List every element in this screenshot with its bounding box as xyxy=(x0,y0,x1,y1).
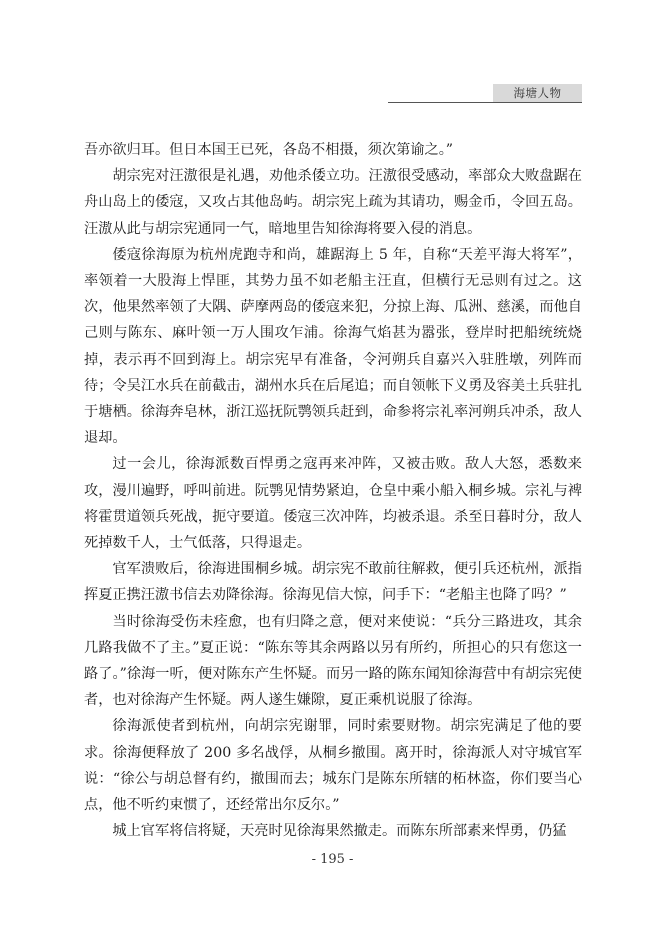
running-header-section-title: 海塘人物 xyxy=(493,84,582,102)
paragraph-continuation: 吾亦欲归耳。但日本国王已死，各岛不相摄，须次第谕之。” xyxy=(84,142,454,158)
paragraph: 倭寇徐海原为杭州虎跑寺和尚，雄踞海上 5 年，自称“天差平海大将军”，率领着一大股海上悍匪，其势力虽不如老船主汪直，但横行无忌则有过之。这次，他果然率领了大隅、萨摩两岛的倭寇来犯，分掠上海、瓜洲、慈溪，而他自己则与陈东、麻叶领一万人围攻乍浦。徐海气焰甚为嚣张，登岸时把船统统烧掉，表示再不回到海上。胡宗宪早有准备，令河朔兵自嘉兴入驻胜墩，列阵而待；令吴江水兵在前截击，湖州水兵在后尾追；而自领帐下义勇及容美土兵驻扎于塘栖。徐海奔皂林，浙江巡抚阮鹗领兵赶到，命参将宗礼率河朔兵冲杀，敌人退却。 xyxy=(84,246,582,447)
paragraph: 官军溃败后，徐海进围桐乡城。胡宗宪不敢前往解救，便引兵还杭州，派指挥夏正携汪滶书信去劝降徐海。徐海见信大惊，问手下：“老船主也降了吗？” xyxy=(84,561,582,604)
paragraph: 过一会儿，徐海派数百悍勇之寇再来冲阵，又被击败。敌人大怒，悉数来攻，漫川遍野，呼叫前进。阮鹗见情势紧迫，仓皇中乘小船入桐乡城。宗礼与裨将霍贯道领兵死战，扼守要道。倭寇三次冲阵，均被杀退。杀至日暮时分，敌人死掉数千人，士气低落，只得退走。 xyxy=(84,456,582,552)
paragraph: 城上官军将信将疑，天亮时见徐海果然撤走。而陈东所部素来悍勇，仍猛 xyxy=(112,823,567,840)
body-text xyxy=(84,137,582,844)
paragraph: 胡宗宪对汪滶很是礼遇，劝他杀倭立功。汪滶很受感动，率部众大败盘踞在舟山岛上的倭寇，又攻占其他岛屿。胡宗宪上疏为其请功，赐金币，令回五岛。汪滶从此与胡宗宪通同一气，暗地里告知徐海将要入侵的消息。 xyxy=(84,168,582,237)
paragraph: 当时徐海受伤未痊愈，也有归降之意，便对来使说：“兵分三路进攻，其余几路我做不了主。”夏正说：“陈东等其余两路以另有所约，所担心的只有您这一路了。”徐海一听，便对陈东产生怀疑。而另一路的陈东闻知徐海营中有胡宗宪使者，也对徐海产生怀疑。两人遂生嫌隙，夏正乘机说服了徐海。 xyxy=(84,613,582,709)
running-header-rule xyxy=(388,102,582,103)
paragraph: 徐海派使者到杭州，向胡宗宪谢罪，同时索要财物。胡宗宪满足了他的要求。徐海便释放了 200 多名战俘，从桐乡撤围。离开时，徐海派人对守城官军说：“徐公与胡总督有约，撤围而去；城东门是陈东所辖的柘林盗，你们要当心点，他不听约束惯了，还经常出尔反尔。” xyxy=(84,718,582,814)
page-number: - 195 - xyxy=(311,852,354,867)
